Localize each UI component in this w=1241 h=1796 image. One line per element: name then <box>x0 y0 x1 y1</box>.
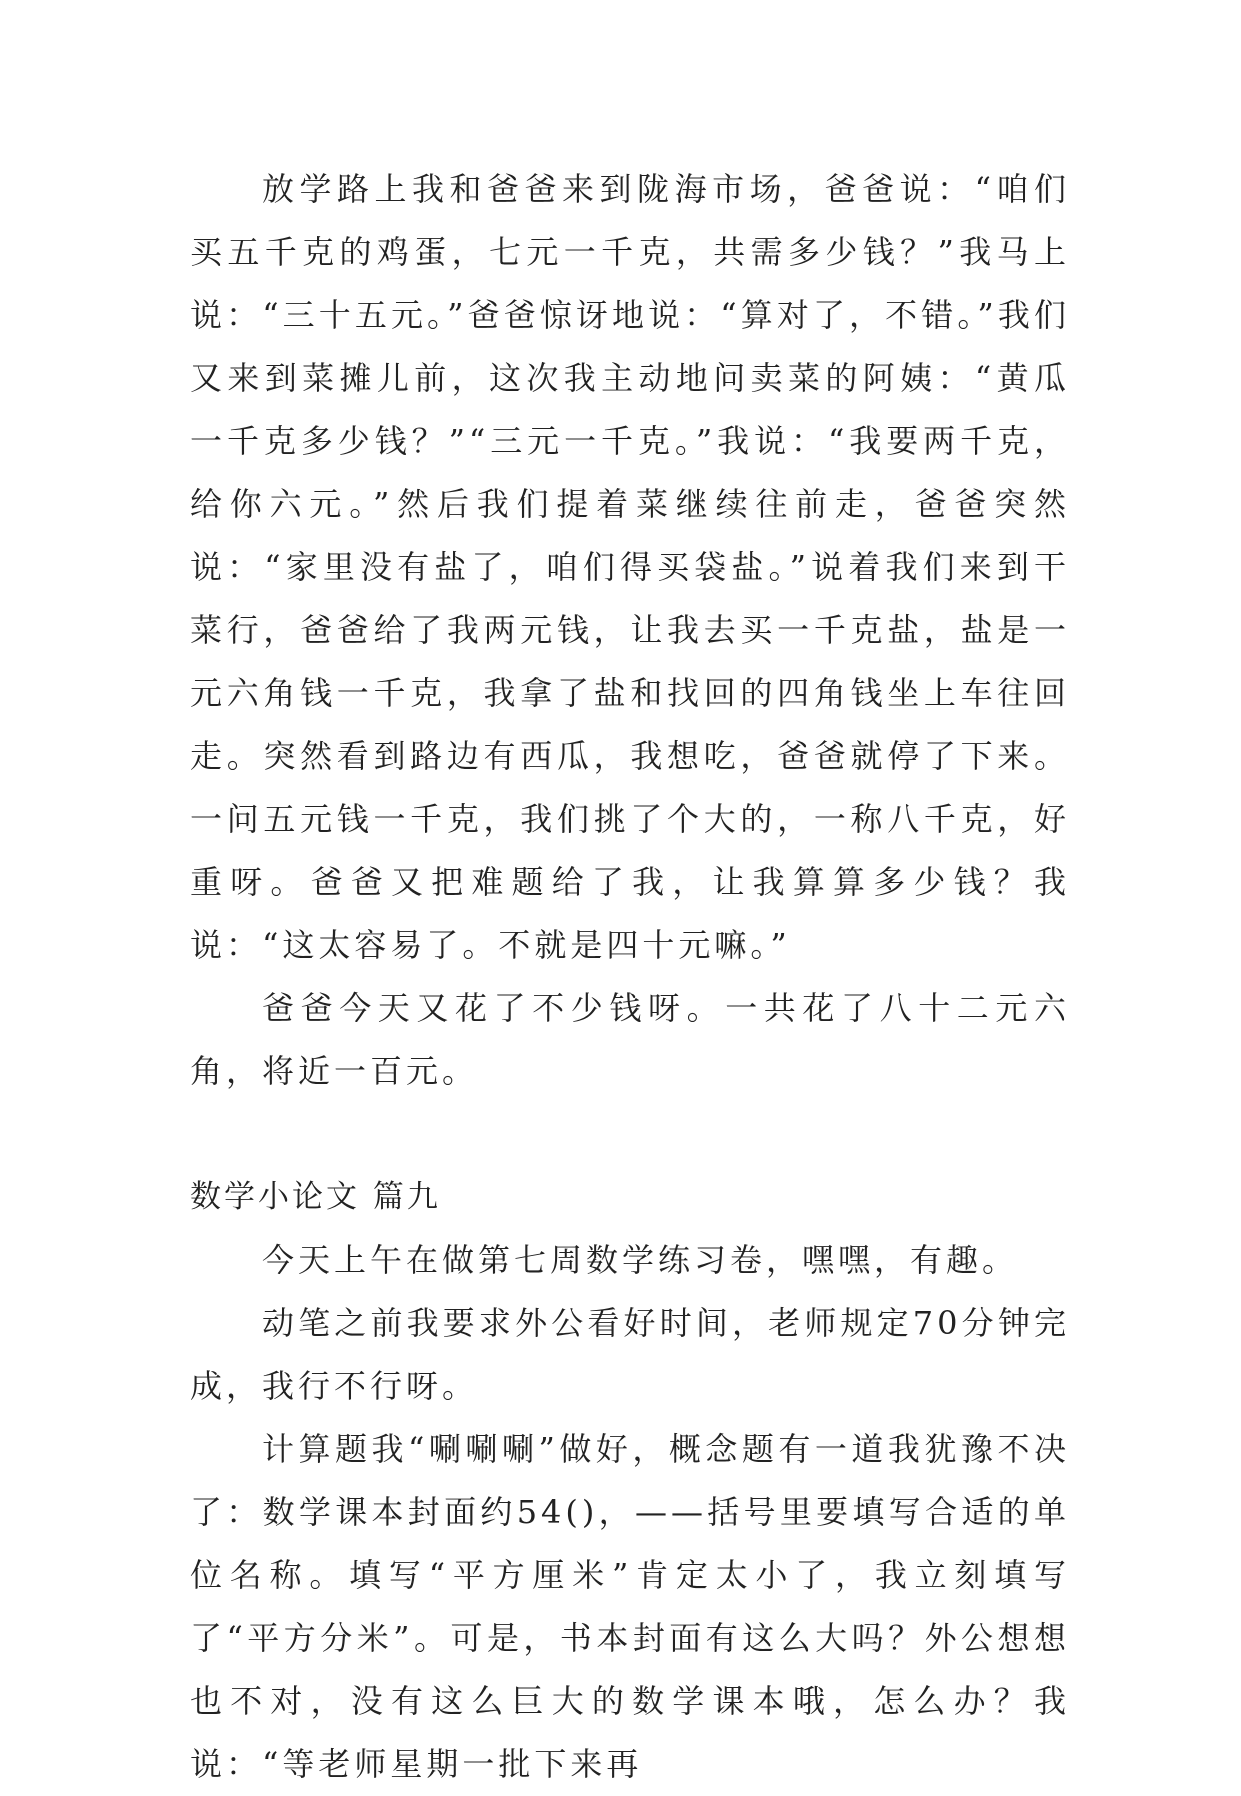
section-heading: 数学小论文 篇九 <box>190 1179 441 1215</box>
paragraph-market-story: 放学路上我和爸爸来到陇海市场，爸爸说：“咱们买五千克的鸡蛋，七元一千克，共需多少钱？”我马上说：“三十五元。”爸爸惊讶地说：“算对了，不错。”我们又来到菜摊儿前，这次我主动地问卖菜的阿姨：“黄瓜一千克多少钱？”“三元一千克。”我说：“我要两千克，给你六元。”然后我们提着菜继续往前走，爸爸突然说：“家里没有盐了，咱们得买袋盐。”说着我们来到干菜行，爸爸给了我两元钱，让我去买一千克盐，盐是一元六角钱一千克，我拿了盐和找回的四角钱坐上车往回走。突然看到路边有西瓜，我想吃，爸爸就停了下来。一问五元钱一千克，我们挑了个大的，一称八千克，好重呀。爸爸又把难题给了我，让我算算多少钱？我说：“这太容易了。不就是四十元嘛。” <box>190 170 1070 964</box>
paragraph-total-cost: 爸爸今天又花了不少钱呀。一共花了八十二元六角，将近一百元。 <box>190 989 1070 1090</box>
paragraph-practice-intro: 今天上午在做第七周数学练习卷，嘿嘿，有趣。 <box>262 1241 1019 1279</box>
paragraph-concept-question: 计算题我“唰唰唰”做好，概念题有一道我犹豫不决了：数学课本封面约54()，——括号里要填写合适的单位名称。填写“平方厘米”肯定太小了，我立刻填写了“平方分米”。可是，书本封面有这么大吗？外公想想也不对，没有这么巨大的数学课本哦，怎么办？我说：“等老师星期一批下来再 <box>190 1430 1070 1783</box>
document-body <box>190 158 1070 1796</box>
paragraph-time-limit: 动笔之前我要求外公看好时间，老师规定70分钟完成，我行不行呀。 <box>190 1304 1070 1405</box>
